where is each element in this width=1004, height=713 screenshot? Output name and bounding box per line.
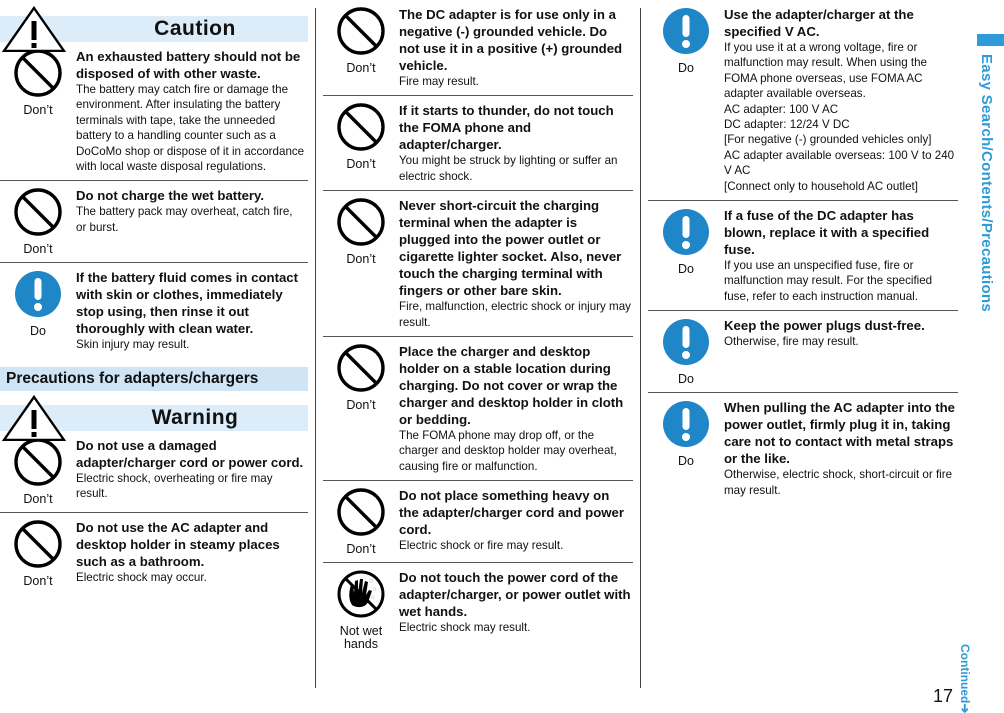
precaution-title: Never short-circuit the charging terminal when the adapter is plugged into the power outlet or cigarette lighter socket. Also, never touch the charging terminal with fingers or other bare skin. (399, 198, 622, 299)
precaution-content (76, 48, 308, 174)
precaution-item (323, 563, 633, 657)
precaution-symbol (323, 102, 399, 184)
left-column (0, 0, 308, 594)
precaution-body: Electric shock or fire may result. (399, 539, 564, 553)
continued-label: Continued (958, 644, 972, 704)
symbol-label: Do (678, 262, 694, 277)
prohibited-icon (13, 437, 63, 492)
precaution-body: The battery may catch fire or damage the environment. After insulating the battery terminals with tape, take the unneeded battery to a handling counter such as a DoCoMo shop or dispose of it in accordance with local waste disposal regulations. (76, 83, 305, 174)
precaution-item (0, 181, 308, 263)
symbol-label: Do (678, 61, 694, 75)
precaution-content (76, 269, 308, 352)
precaution-item (0, 263, 308, 358)
precaution-body: If you use an unspecified fuse, fire or malfunction may result. For the specified fuse, refer to each instruction manual. (724, 259, 933, 303)
precaution-title: If the battery fluid comes in contact with skin or clothes, immediately stop using, then rinse it out thoroughly with clean water. (76, 270, 299, 337)
column-divider (315, 8, 316, 688)
precaution-item (0, 513, 308, 594)
precaution-symbol (323, 6, 399, 89)
side-title: Easy Search/Contents/Precautions (978, 54, 995, 313)
precaution-item (323, 96, 633, 191)
precaution-symbol (648, 317, 724, 386)
symbol-label: Don’t (23, 242, 53, 257)
page-number: 17 (933, 686, 954, 706)
precaution-item (323, 191, 633, 337)
precaution-symbol (323, 569, 399, 651)
precaution-body: Electric shock may result. (399, 621, 531, 635)
precaution-title: When pulling the AC adapter into the power outlet, firmly plug it in, taking care not to contact with metal straps or the like. (724, 400, 956, 467)
precaution-content (399, 569, 633, 651)
symbol-label: Don’t (346, 252, 376, 267)
warning-list (0, 431, 308, 594)
precaution-symbol (323, 197, 399, 330)
precaution-symbol (0, 187, 76, 256)
precaution-item (0, 431, 308, 513)
mandatory-icon (661, 317, 711, 372)
precaution-content (724, 399, 958, 498)
continued-indicator[interactable] (958, 644, 972, 713)
precaution-item (648, 393, 958, 504)
precaution-title: Keep the power plugs dust-free. (724, 318, 925, 334)
precaution-item (323, 0, 633, 96)
symbol-label: Don’t (346, 61, 376, 75)
precaution-content (76, 437, 308, 506)
precaution-title: Do not use a damaged adapter/charger cord or power cord. (76, 437, 304, 470)
middle-column (323, 0, 633, 657)
precaution-content (399, 102, 633, 184)
precaution-title: Do not use the AC adapter and desktop holder in steamy places such as a bathroom. (76, 519, 280, 569)
precaution-content (399, 343, 633, 474)
prohibited-icon (13, 187, 63, 242)
precaution-item (323, 481, 633, 563)
precaution-item (648, 0, 958, 201)
prohibited-icon (13, 48, 63, 103)
precaution-content (724, 207, 958, 304)
precaution-body: Fire, malfunction, electric shock or injury may result. (399, 300, 631, 329)
caution-list (0, 42, 308, 359)
svg-text:◌: ◌ (369, 578, 374, 586)
precaution-content (76, 187, 308, 256)
precaution-body: The FOMA phone may drop off, or the charger and desktop holder may overheat, causing fire or malfunction. (399, 429, 617, 473)
right-list (648, 0, 958, 504)
precaution-title: Do not touch the power cord of the adapter/charger, or power outlet with wet hands. (399, 570, 631, 620)
precaution-symbol (648, 6, 724, 194)
mandatory-icon (661, 399, 711, 454)
precaution-item (648, 311, 958, 393)
no-wet-hands-icon (336, 569, 386, 624)
right-column (648, 0, 958, 504)
symbol-label: Don’t (23, 491, 53, 506)
svg-text:◌: ◌ (371, 595, 375, 602)
precaution-title: The DC adapter is for use only in a negative (-) grounded vehicle. Do not use it in a positive (+) grounded vehicle. (399, 7, 623, 73)
precaution-content (399, 197, 633, 330)
symbol-label: Don’t (23, 103, 53, 117)
precaution-item (323, 337, 633, 481)
caution-title: Caution (154, 17, 236, 40)
symbol-label: Don’t (23, 573, 53, 588)
side-tab-bar (977, 34, 1004, 46)
arrow-icon: ➔ (958, 703, 972, 713)
svg-text:◌: ◌ (373, 587, 377, 594)
precaution-title: Use the adapter/charger at the specified V AC. (724, 7, 914, 39)
prohibited-icon (336, 102, 386, 157)
symbol-label: Do (678, 454, 694, 469)
precaution-title: If it starts to thunder, do not touch the FOMA phone and adapter/charger. (399, 103, 614, 153)
middle-list (323, 0, 633, 657)
precaution-title: Do not place something heavy on the adapter/charger cord and power cord. (399, 488, 624, 538)
precaution-symbol (648, 399, 724, 498)
precaution-body: Electric shock may occur. (76, 570, 207, 584)
warning-triangle-icon (2, 6, 66, 52)
prohibited-icon (13, 519, 63, 574)
symbol-label: Do (678, 372, 694, 387)
symbol-label: Not wet hands (339, 624, 383, 652)
precaution-symbol (323, 343, 399, 474)
precaution-symbol (648, 207, 724, 304)
prohibited-icon (336, 487, 386, 542)
caution-header (0, 6, 308, 42)
symbol-label: Don’t (346, 542, 376, 557)
precaution-body: Electric shock, overheating or fire may result. (76, 471, 273, 501)
precaution-content (399, 6, 633, 89)
precaution-content (399, 487, 633, 556)
precaution-title: If a fuse of the DC adapter has blown, replace it with a specified fuse. (724, 208, 930, 258)
precaution-content (724, 6, 958, 194)
symbol-label: Do (30, 324, 46, 339)
precaution-body: The battery pack may overheat, catch fire, or burst. (76, 205, 293, 234)
precaution-content (76, 519, 308, 588)
precaution-title: Do not charge the wet battery. (76, 188, 265, 204)
warning-title: Warning (151, 405, 239, 429)
warning-header (0, 395, 308, 431)
warning-triangle-icon (2, 395, 66, 441)
precaution-symbol (0, 519, 76, 588)
prohibited-icon (336, 343, 386, 398)
precaution-body: Fire may result. (399, 75, 479, 88)
prohibited-icon (336, 6, 386, 61)
precaution-symbol (0, 269, 76, 352)
precaution-body: You might be struck by lighting or suffer an electric shock. (399, 154, 618, 183)
precaution-body: If you use it at a wrong voltage, fire or malfunction may result. When using the FOMA phone overseas, use FOMA AC adapter available overseas. AC adapter: 100 V AC DC adapter: 12/24 V DC [For negative (-) grounded vehicles only] AC adapter available overseas: 100 V to 240 V AC [Connect only to household AC outlet] (724, 41, 955, 193)
column-divider (640, 8, 641, 688)
precaution-item (0, 42, 308, 181)
mandatory-icon (661, 6, 711, 61)
precaution-title: An exhausted battery should not be disposed of with other waste. (76, 49, 301, 81)
mandatory-icon (661, 207, 711, 262)
prohibited-icon (336, 197, 386, 252)
section-title: Precautions for adapters/chargers (0, 367, 308, 391)
symbol-label: Don’t (346, 157, 376, 172)
precaution-content (724, 317, 958, 386)
mandatory-icon (13, 269, 63, 324)
precaution-item (648, 201, 958, 311)
precaution-body: Otherwise, fire may result. (724, 335, 859, 349)
symbol-label: Don’t (346, 398, 376, 413)
precaution-symbol (0, 437, 76, 506)
precaution-body: Skin injury may result. (76, 338, 190, 352)
precaution-symbol (323, 487, 399, 556)
precaution-title: Place the charger and desktop holder on a stable location during charging. Do not cover or wrap the charger and desktop holder in cloth or bedding. (399, 344, 624, 428)
precaution-body: Otherwise, electric shock, short-circuit or fire may result. (724, 468, 953, 497)
precaution-symbol (0, 48, 76, 174)
